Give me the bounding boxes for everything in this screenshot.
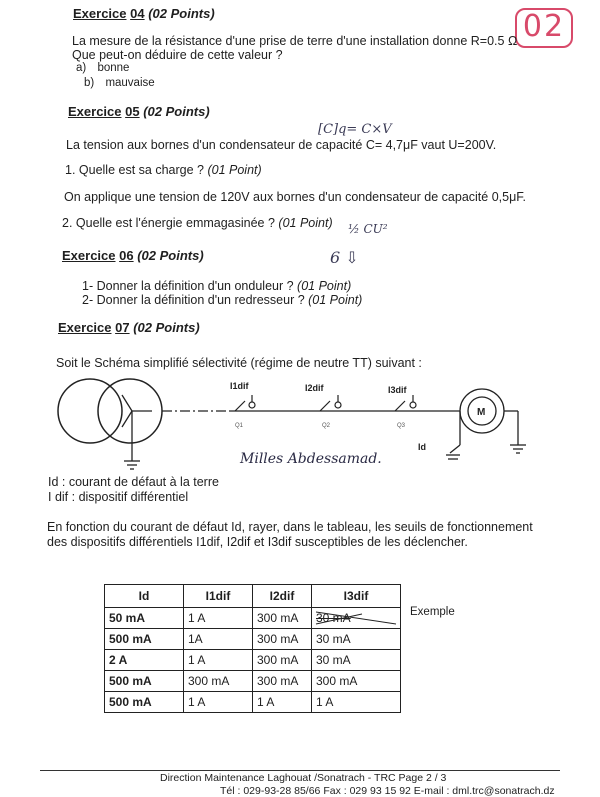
cell-i1dif: 1 A [184,608,253,629]
instruction-line1: En fonction du courant de défaut Id, rayer, dans le tableau, les seuils de fonctionnement [47,520,533,534]
fault-current-path [446,411,460,459]
cell-i2dif: 300 mA [253,608,312,629]
svg-text:Q1: Q1 [235,423,244,429]
exercise-04-number: 04 [130,6,145,21]
question-1-points: (01 Point) [207,163,262,177]
breaker-i1dif [235,395,255,429]
transformer-primary-coil [58,379,122,443]
footer-contact: Tél : 029-93-28 85/66 Fax : 029 93 15 92 E-mail : dml.trc@sonatrach.dz [220,785,555,797]
table-row [105,671,401,692]
header-i1dif: I1dif [184,585,253,608]
exercise-07-label: Exercice [58,320,112,335]
table-row [105,692,401,713]
redresseur-points: (01 Point) [308,293,363,307]
cell-i2dif[interactable]: 300 mA [253,629,312,650]
exercise-06-label: Exercice [62,248,116,263]
cell-i3dif[interactable]: 30 mA [312,629,401,650]
exercise-04-option-b [84,77,155,89]
cell-i1dif[interactable]: 300 mA [184,671,253,692]
svg-text:Q3: Q3 [397,423,406,429]
header-i3dif: I3dif [312,585,401,608]
label-i2dif: I2dif [305,383,324,393]
exercise-04-label: Exercice [73,6,127,21]
cell-i2dif[interactable]: 1 A [253,692,312,713]
cell-i3dif[interactable]: 30 mA [312,650,401,671]
breaker-i2dif [320,395,341,429]
exercise-05-statement: La tension aux bornes d'un condensateur de capacité C= 4,7μF vaut U=200V. [66,138,497,152]
legend-idif: I dif : dispositif différentiel [48,490,189,504]
option-b-text: mauvaise [105,77,155,89]
option-a-marker: a) [76,62,87,74]
exercise-06-question-1 [82,279,351,293]
question-2-points: (01 Point) [278,216,333,230]
header-i2dif: I2dif [253,585,312,608]
cell-i1dif[interactable]: 1 A [184,692,253,713]
exercise-06-title [62,248,204,263]
redresseur-question: 2- Donner la définition d'un redresseur ? [82,293,305,307]
cross-out-mark [312,608,400,628]
cell-i2dif[interactable]: 300 mA [253,650,312,671]
label-i3dif: I3dif [388,385,407,395]
score-mark: 02 [515,8,573,48]
cell-i2dif[interactable]: 300 mA [253,671,312,692]
threshold-table [104,584,401,713]
header-id: Id [105,585,184,608]
exercise-04-title [73,6,215,21]
cell-i3dif[interactable]: 1 A [312,692,401,713]
selectivity-circuit-diagram [40,375,560,475]
question-1-text: 1. Quelle est sa charge ? [65,163,204,177]
star-connection-symbol [122,395,152,427]
motor-symbol: M [477,407,486,418]
exercise-07-title [58,320,200,335]
question-2-text: 2. Quelle est l'énergie emmagasinée ? [62,216,275,230]
legend-id: Id : courant de défaut à la terre [48,475,219,489]
cell-id: 500 mA [105,671,184,692]
exercise-07-points: (02 Points) [133,320,200,335]
label-id: Id [418,442,426,452]
option-a-text: bonne [97,62,130,74]
exercise-04-line1: La mesure de la résistance d'une prise de terre d'une installation donne R=0.5 Ω [72,34,518,48]
cell-i3dif[interactable]: 300 mA [312,671,401,692]
cell-id: 500 mA [105,629,184,650]
example-label: Exemple [410,606,455,618]
crossed-value: 30 mA [316,611,351,625]
table-row [105,608,401,629]
exercise-04-points: (02 Points) [148,6,215,21]
onduleur-question: 1- Donner la définition d'un onduleur ? [82,279,294,293]
table-row [105,650,401,671]
exercise-05-number: 05 [125,104,140,119]
table-header-row [105,585,401,608]
cell-id: 500 mA [105,692,184,713]
exercise-07-intro: Soit le Schéma simplifié sélectivité (régime de neutre TT) suivant : [56,356,422,370]
svg-text:Q2: Q2 [322,423,331,429]
handwritten-note-energy: ½ CU² [348,222,388,236]
onduleur-points: (01 Point) [297,279,352,293]
cell-i3dif-crossed[interactable] [312,608,401,629]
footer-direction: Direction Maintenance Laghouat /Sonatrach - TRC Page 2 / 3 [160,772,447,784]
exercise-04-question: Que peut-on déduire de cette valeur ? [72,48,283,62]
exercise-05-label: Exercice [68,104,122,119]
exercise-06-question-2 [82,293,362,307]
handwritten-scribble: 6 ⇩ [330,248,359,267]
exercise-05-statement-2: On applique une tension de 120V aux bornes d'un condensateur de capacité 0,5μF. [64,190,527,204]
label-i1dif: I1dif [230,381,249,391]
cell-id: 2 A [105,650,184,671]
cell-id: 50 mA [105,608,184,629]
transformer-secondary-coil [98,379,162,443]
footer-divider [40,770,560,771]
table-row [105,629,401,650]
cell-i1dif[interactable]: 1A [184,629,253,650]
exercise-05-question-1 [65,163,262,177]
exercise-05-question-2 [62,216,333,230]
exercise-05-points: (02 Points) [143,104,210,119]
exercise-06-points: (02 Points) [137,248,204,263]
motor-earth [504,411,526,453]
breaker-i3dif [395,395,416,429]
exercise-05-title [68,104,210,119]
option-b-marker: b) [84,77,95,89]
exercise-04-option-a [76,62,129,74]
exercise-07-number: 07 [115,320,130,335]
instruction-line2: des dispositifs différentiels I1dif, I2dif et I3dif susceptibles de les déclencher. [47,535,468,549]
cell-i1dif[interactable]: 1 A [184,650,253,671]
handwritten-note-charge: [C]q= C×V [318,122,392,137]
handwritten-signature: Milles Abdessamad. [240,451,382,467]
exercise-06-number: 06 [119,248,134,263]
